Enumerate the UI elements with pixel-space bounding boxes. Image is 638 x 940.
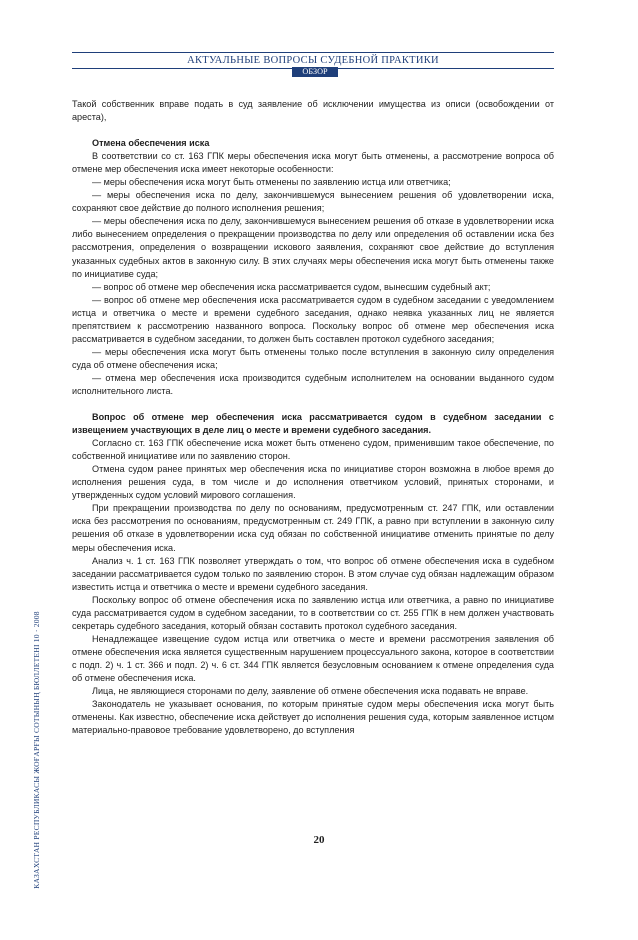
list-item: — отмена мер обеспечения иска производится судебным исполнителем на основании выданного судом исполнительного листа. bbox=[72, 372, 554, 396]
section-heading: Отмена обеспечения иска bbox=[92, 138, 210, 149]
page-number: 20 bbox=[313, 834, 325, 846]
running-header-title: АКТУАЛЬНЫЕ ВОПРОСЫ СУДЕБНОЙ ПРАКТИКИ bbox=[187, 55, 439, 66]
paragraph: Отмена судом ранее принятых мер обеспечения иска по инициативе сторон возможна в любое время до исполнения решения суда, в том числе и до исполнения ответчиком условий, принятых сторонами, и утвержденных судом условий мирового соглашения. bbox=[72, 464, 554, 501]
paragraph: Согласно ст. 163 ГПК обеспечение иска может быть отменено судом, применившим такое обеспечение, по собственной инициативе или по заявлению сторон. bbox=[72, 438, 554, 462]
section-heading: Вопрос об отмене мер обеспечения иска рассматривается судом в судебном заседании с извещением участвующих в деле лиц о месте и времени судебного заседания. bbox=[72, 412, 554, 436]
header-rule-top bbox=[72, 52, 554, 53]
paragraph: Законодатель не указывает основания, по которым принятые судом меры обеспечения иска могут быть отменены. Как известно, обеспечение иска действует до исполнения решения суда, которым заявленное истцом материально-правовое требование удовлетворено, до вступления bbox=[72, 699, 554, 736]
paragraph: Поскольку вопрос об отмене обеспечения иска по заявлению истца или ответчика, а равно по инициативе суда рассматривается судом в судебном заседании, то в соответствии со ст. 255 ГПК в нем должен участвовать секретарь судебного заседания, который обязан составить протокол судебного заседания. bbox=[72, 594, 554, 631]
article-body bbox=[72, 98, 554, 737]
paragraph: Анализ ч. 1 ст. 163 ГПК позволяет утверждать о том, что вопрос об отмене обеспечения иска в судебном заседании рассматривается судом только по заявлению сторон. В этом случае суд обязан надлежащим образом известить истца и ответчика о месте и времени судебного заседания. bbox=[72, 555, 554, 592]
paragraph: При прекращении производства по делу по основаниям, предусмотренным ст. 247 ГПК, или оставлении иска без рассмотрения по основаниям, предусмотренным ст. 249 ГПК, а равно при вступлении в законную силу решения об отказе в удовлетворении иска суд обязан по собственной инициативе отменить принятые по делу меры обеспечения иска. bbox=[72, 503, 554, 553]
list-item: — меры обеспечения иска могут быть отменены только после вступления в законную силу определения суда об отмене обеспечения иска; bbox=[72, 346, 554, 370]
paragraph: Ненадлежащее извещение судом истца или ответчика о месте и времени рассмотрения заявления об отмене обеспечения иска является существенным нарушением процессуального закона, которое в соответствии с подп. 2) ч. 1 ст. 366 и подп. 2) ч. 6 ст. 344 ГПК является безусловным основанием к отмене определения суда об отмене обеспечения иска. bbox=[72, 633, 554, 683]
list-item: — меры обеспечения иска по делу, закончившемуся вынесением решения об отказе в удовлетворении иска либо вынесением определения о прекращении производства по делу или определения об оставлении иска без рассмотрения, определения о возвращении искового заявления, сохраняют свое действие до вступления указанных судебных актов в законную силу. В этих случаях меры обеспечения иска могут быть отменены также по инициативе суда; bbox=[72, 216, 554, 279]
list-item: — вопрос об отмене мер обеспечения иска рассматривается судом в судебном заседании с уведомлением истца и ответчика о месте и времени судебного заседания, однако неявка указанных лиц не является препятствием к рассмотрению названного вопроса. Поскольку вопрос об отмене мер обеспечения иска рассматривается в судебном заседании, то должен быть составлен протокол судебного заседания; bbox=[72, 294, 554, 344]
list-item: — меры обеспечения иска по делу, закончившемуся вынесением решения об удовлетворении иска, сохраняют свое действие до полного исполнения решения; bbox=[72, 190, 554, 214]
list-item: — меры обеспечения иска могут быть отменены по заявлению истца или ответчика; bbox=[92, 177, 451, 188]
sidebar-journal-title: КАЗАХСТАН РЕСПУБЛИКАСЫ ЖОҒАРҒЫ СОТЫНЫҢ БЮЛЛЕТЕНІ 10 · 2008 bbox=[32, 611, 41, 889]
section-badge: ОБЗОР bbox=[292, 67, 338, 77]
paragraph: Лица, не являющиеся сторонами по делу, заявление об отмене обеспечения иска подавать не вправе. bbox=[92, 686, 529, 697]
paragraph: В соответствии со ст. 163 ГПК меры обеспечения иска могут быть отменены, а рассмотрение вопроса об отмене мер обеспечения иска имеет некоторые особенности: bbox=[72, 151, 554, 175]
paragraph: Такой собственник вправе подать в суд заявление об исключении имущества из описи (освобождении от ареста), bbox=[72, 99, 554, 123]
list-item: — вопрос об отмене мер обеспечения иска рассматривается судом, вынесшим судебный акт; bbox=[92, 281, 491, 292]
